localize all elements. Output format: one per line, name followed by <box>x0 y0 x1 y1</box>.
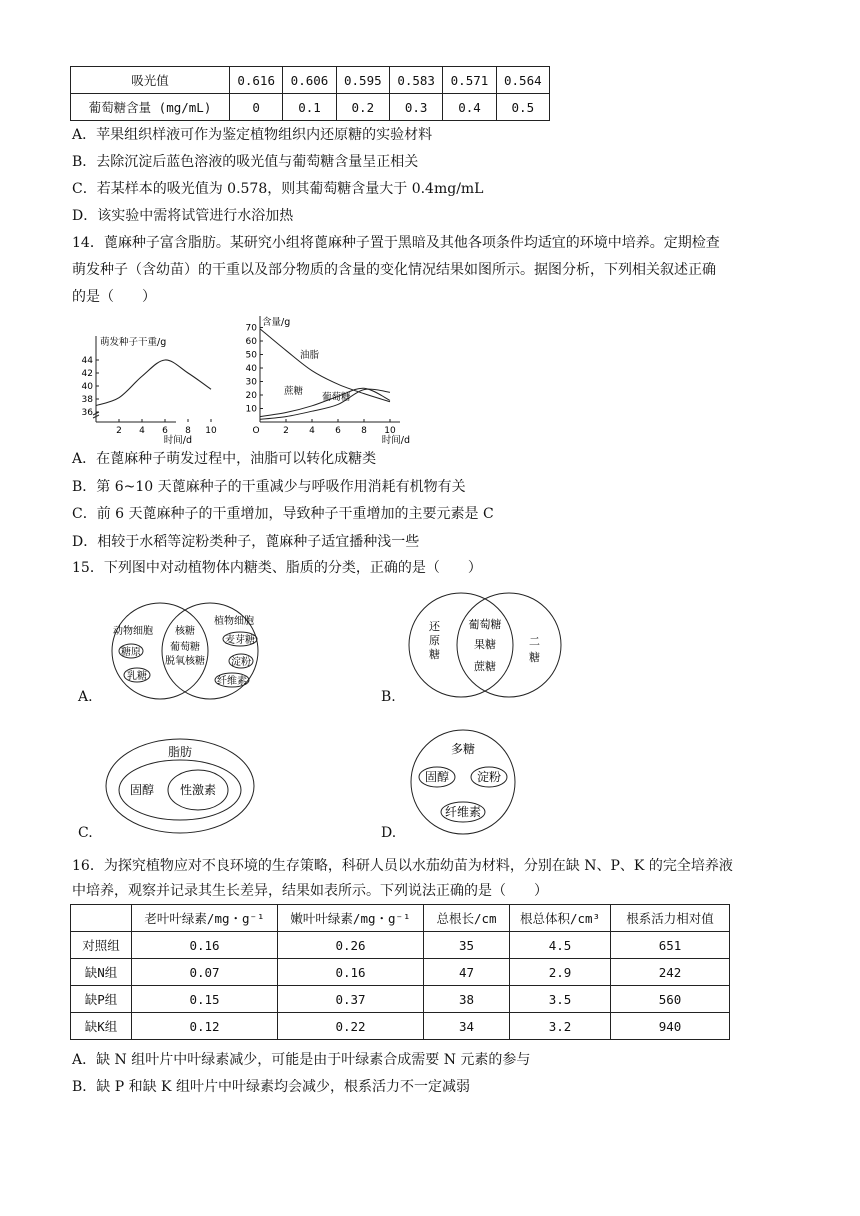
option-a: A．苹果组织样液可作为鉴定植物组织内还原糖的实验材料 <box>72 127 433 143</box>
series-label: 蔗糖 <box>284 386 304 397</box>
table-cell: 葡萄糖含量 (mg/mL) <box>71 94 230 121</box>
x-tick-label: 6 <box>162 426 168 436</box>
y-tick-label: 40 <box>245 364 257 374</box>
table-cell: 940 <box>611 1013 730 1040</box>
x-tick-label: 8 <box>185 426 191 436</box>
x-tick-label: 2 <box>116 426 122 436</box>
table-cell: 0.595 <box>336 67 389 94</box>
table-cell: 34 <box>424 1013 510 1040</box>
question-16-stem-1: 16．为探究植物应对不良环境的生存策略，科研人员以水茄幼苗为材料，分别在缺 N、P、K 的完全培养液 <box>72 858 733 874</box>
content-chart <box>238 312 408 444</box>
label: 葡萄糖 <box>170 642 200 653</box>
table-cell: 0.616 <box>230 67 283 94</box>
option-d-label: D. <box>381 825 397 841</box>
table-cell: 0.606 <box>283 67 336 94</box>
circle-right <box>457 593 561 697</box>
table-header-row <box>71 905 730 932</box>
x-tick-label: 8 <box>361 426 367 436</box>
label: 纤维素 <box>217 676 247 687</box>
dry-weight-chart <box>76 330 217 446</box>
table-cell: 吸光值 <box>71 67 230 94</box>
x-tick-label: 6 <box>335 426 341 436</box>
y-tick-label: 36 <box>81 408 93 418</box>
label-vertical: 二糖 <box>529 635 540 664</box>
table-cell: 对照组 <box>71 932 132 959</box>
table-cell: 0 <box>230 94 283 121</box>
table-cell: 0.15 <box>132 986 278 1013</box>
table-cell: 0.16 <box>132 932 278 959</box>
table-cell: 3.2 <box>510 1013 611 1040</box>
label-vertical: 还原糖 <box>429 620 440 661</box>
label: 糖原 <box>121 647 141 658</box>
label: 性激素 <box>179 783 217 797</box>
label: 植物细胞 <box>214 616 254 627</box>
series-label: 油脂 <box>300 350 320 361</box>
table-cell: 4.5 <box>510 932 611 959</box>
label: 脱氧核糖 <box>165 656 205 667</box>
diagram-a <box>100 600 280 702</box>
x-tick-label: 4 <box>309 426 315 436</box>
x-axis-label: 时间/d <box>163 435 192 446</box>
y-axis-label: 萌发种子干重/g <box>100 337 167 348</box>
series-line <box>96 360 211 406</box>
option-c: C．前 6 天蓖麻种子的干重增加，导致种子干重增加的主要元素是 C <box>72 506 494 522</box>
question-15-stem: 15．下列图中对动植物体内糖类、脂质的分类，正确的是（ ） <box>72 560 482 576</box>
label: 固醇 <box>424 770 450 784</box>
header-cell: 根系活力相对值 <box>611 905 730 932</box>
table-cell: 0.16 <box>278 959 424 986</box>
absorbance-table <box>70 66 550 121</box>
question-14-stem-3: 的是（ ） <box>72 289 156 305</box>
y-tick-label: 40 <box>81 382 93 392</box>
table-cell: 0.07 <box>132 959 278 986</box>
option-c: C．若某样本的吸光值为 0.578，则其葡萄糖含量大于 0.4mg/mL <box>72 181 484 197</box>
table-cell: 651 <box>611 932 730 959</box>
question-14-stem-2: 萌发种子（含幼苗）的干重以及部分物质的含量的变化情况结果如图所示。据图分析，下列相关叙述正确 <box>72 262 716 278</box>
label: 纤维素 <box>444 805 482 819</box>
table-cell: 3.5 <box>510 986 611 1013</box>
header-cell: 嫩叶叶绿素/mg・g⁻¹ <box>278 905 424 932</box>
table-row <box>71 986 730 1013</box>
table-cell: 0.26 <box>278 932 424 959</box>
option-b: B．缺 P 和缺 K 组叶片中叶绿素均会减少，根系活力不一定减弱 <box>72 1079 470 1095</box>
diagram-c <box>100 730 260 838</box>
table-cell: 缺P组 <box>71 986 132 1013</box>
y-axis-label: 含量/g <box>262 317 291 328</box>
table-row <box>71 67 550 94</box>
option-b-label: B. <box>381 689 396 705</box>
x-tick-label: O <box>252 426 260 436</box>
label: 多糖 <box>450 742 476 756</box>
header-cell: 总根长/cm <box>424 905 510 932</box>
circle-left <box>409 593 513 697</box>
header-cell <box>71 905 132 932</box>
label: 淀粉 <box>476 770 502 784</box>
table-cell: 0.4 <box>443 94 496 121</box>
x-tick-label: 10 <box>384 426 396 436</box>
table-cell: 242 <box>611 959 730 986</box>
option-a: A．在蓖麻种子萌发过程中，油脂可以转化成糖类 <box>72 451 377 467</box>
table-cell: 0.3 <box>389 94 442 121</box>
option-a-label: A. <box>78 689 93 705</box>
label: 乳糖 <box>127 671 147 682</box>
nutrient-table <box>70 904 730 1040</box>
table-cell: 0.583 <box>389 67 442 94</box>
table-cell: 0.564 <box>496 67 549 94</box>
option-d: D．该实验中需将试管进行水浴加热 <box>72 208 294 224</box>
label: 核糖 <box>175 626 195 637</box>
label: 固醇 <box>129 783 155 797</box>
table-cell: 0.37 <box>278 986 424 1013</box>
table-cell: 缺K组 <box>71 1013 132 1040</box>
table-cell: 47 <box>424 959 510 986</box>
table-cell: 0.571 <box>443 67 496 94</box>
option-c-label: C. <box>78 825 93 841</box>
table-cell: 35 <box>424 932 510 959</box>
table-cell: 560 <box>611 986 730 1013</box>
y-tick-label: 50 <box>245 350 257 361</box>
label: 蔗糖 <box>474 660 496 673</box>
table-row <box>71 94 550 121</box>
table-row <box>71 959 730 986</box>
y-tick-label: 20 <box>245 391 257 401</box>
y-tick-label: 60 <box>245 337 257 347</box>
header-cell: 老叶叶绿素/mg・g⁻¹ <box>132 905 278 932</box>
table-cell: 2.9 <box>510 959 611 986</box>
y-tick-label: 44 <box>81 356 93 366</box>
table-cell: 缺N组 <box>71 959 132 986</box>
diagram-b <box>405 590 575 702</box>
label: 脂肪 <box>167 745 193 759</box>
table-cell: 0.22 <box>278 1013 424 1040</box>
table-cell: 0.1 <box>283 94 336 121</box>
x-axis-label: 时间/d <box>381 435 410 446</box>
y-tick-label: 10 <box>245 404 257 415</box>
y-tick-label: 70 <box>245 323 257 334</box>
label: 动物细胞 <box>113 626 153 637</box>
header-cell: 根总体积/cm³ <box>510 905 611 932</box>
x-tick-label: 2 <box>283 426 289 436</box>
option-b: B．去除沉淀后蓝色溶液的吸光值与葡萄糖含量呈正相关 <box>72 154 419 170</box>
question-16-stem-2: 中培养，观察并记录其生长差异，结果如表所示。下列说法正确的是（ ） <box>72 883 548 899</box>
table-cell: 0.12 <box>132 1013 278 1040</box>
x-tick-label: 10 <box>205 426 217 436</box>
y-tick-label: 38 <box>81 395 93 405</box>
table-row <box>71 932 730 959</box>
series-line-0 <box>260 329 390 402</box>
option-b: B．第 6~10 天蓖麻种子的干重减少与呼吸作用消耗有机物有关 <box>72 479 466 495</box>
option-d: D．相较于水稻等淀粉类种子，蓖麻种子适宜播种浅一些 <box>72 534 420 550</box>
label: 果糖 <box>474 638 496 651</box>
label: 葡萄糖 <box>468 618 502 631</box>
diagram-d <box>405 726 521 838</box>
table-cell: 0.5 <box>496 94 549 121</box>
y-tick-label: 42 <box>81 369 93 379</box>
option-a: A．缺 N 组叶片中叶绿素减少，可能是由于叶绿素合成需要 N 元素的参与 <box>72 1052 531 1068</box>
question-14-stem-1: 14．蓖麻种子富含脂肪。某研究小组将蓖麻种子置于黑暗及其他各项条件均适宜的环境中培养。定期检查 <box>72 235 720 251</box>
y-tick-label: 30 <box>245 377 257 388</box>
table-cell: 0.2 <box>336 94 389 121</box>
label: 麦芽糖 <box>225 635 255 646</box>
label: 淀粉 <box>231 657 251 668</box>
table-cell: 38 <box>424 986 510 1013</box>
x-tick-label: 4 <box>139 426 145 436</box>
table-row <box>71 1013 730 1040</box>
series-label: 葡萄糖 <box>322 392 351 403</box>
